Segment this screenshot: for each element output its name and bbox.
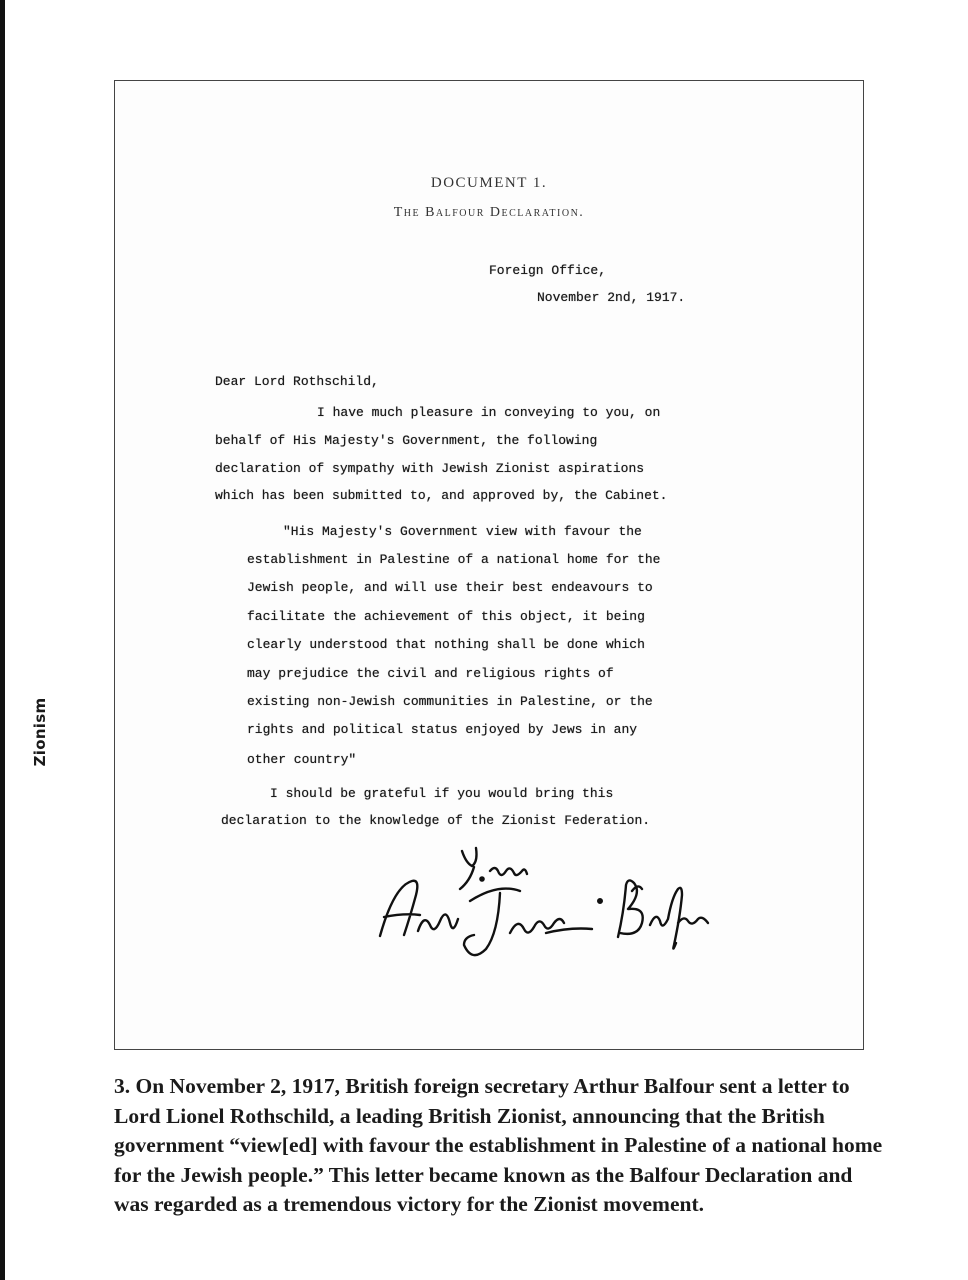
declaration-quote-line: may prejudice the civil and religious rights of xyxy=(247,666,614,681)
document-number: DOCUMENT 1. xyxy=(430,175,548,191)
page-edge-bar xyxy=(0,0,5,1280)
figure-caption: 3. On November 2, 1917, British foreign secretary Arthur Balfour sent a letter to Lord Lionel Rothschild, a leading British Zionist, announcing that the British government “view[ed] with favour the establishment in Palestine of a national home for the Jewish people.” This letter became known as the Balfour Declaration and was regarded as a tremendous victory for the Zionist movement. xyxy=(114,1074,883,1216)
letter-date: November 2nd, 1917. xyxy=(537,290,686,305)
declaration-quote-line: rights and political status enjoyed by Jews in any xyxy=(247,722,638,737)
document-title: The Balfour Declaration. xyxy=(393,205,585,220)
letter-office: Foreign Office, xyxy=(489,263,607,278)
handwritten-signature xyxy=(370,841,710,966)
declaration-quote-line: Jewish people, and will use their best endeavours to xyxy=(247,580,653,595)
letter-intro-line: declaration of sympathy with Jewish Zionist aspirations xyxy=(215,461,645,476)
letter-closing-line: declaration to the knowledge of the Zionist Federation. xyxy=(221,813,651,828)
declaration-quote-line: other country" xyxy=(247,752,357,767)
declaration-quote-line: facilitate the achievement of this object, it being xyxy=(247,609,645,624)
letter-salutation: Dear Lord Rothschild, xyxy=(215,374,379,389)
chapter-side-label: Zionism xyxy=(31,697,49,767)
document-image-frame xyxy=(114,80,864,1050)
declaration-quote-line: existing non-Jewish communities in Palestine, or the xyxy=(247,694,653,709)
letter-closing-line: I should be grateful if you would bring this xyxy=(270,786,614,801)
letter-intro-line: I have much pleasure in conveying to you, on xyxy=(317,405,661,420)
letter-intro-line: which has been submitted to, and approved by, the Cabinet. xyxy=(215,488,668,503)
declaration-quote-line: "His Majesty's Government view with favour the xyxy=(283,524,642,539)
letter-intro-line: behalf of His Majesty's Government, the following xyxy=(215,433,598,448)
declaration-quote-line: clearly understood that nothing shall be done which xyxy=(247,637,645,652)
declaration-quote-line: establishment in Palestine of a national home for the xyxy=(247,552,661,567)
